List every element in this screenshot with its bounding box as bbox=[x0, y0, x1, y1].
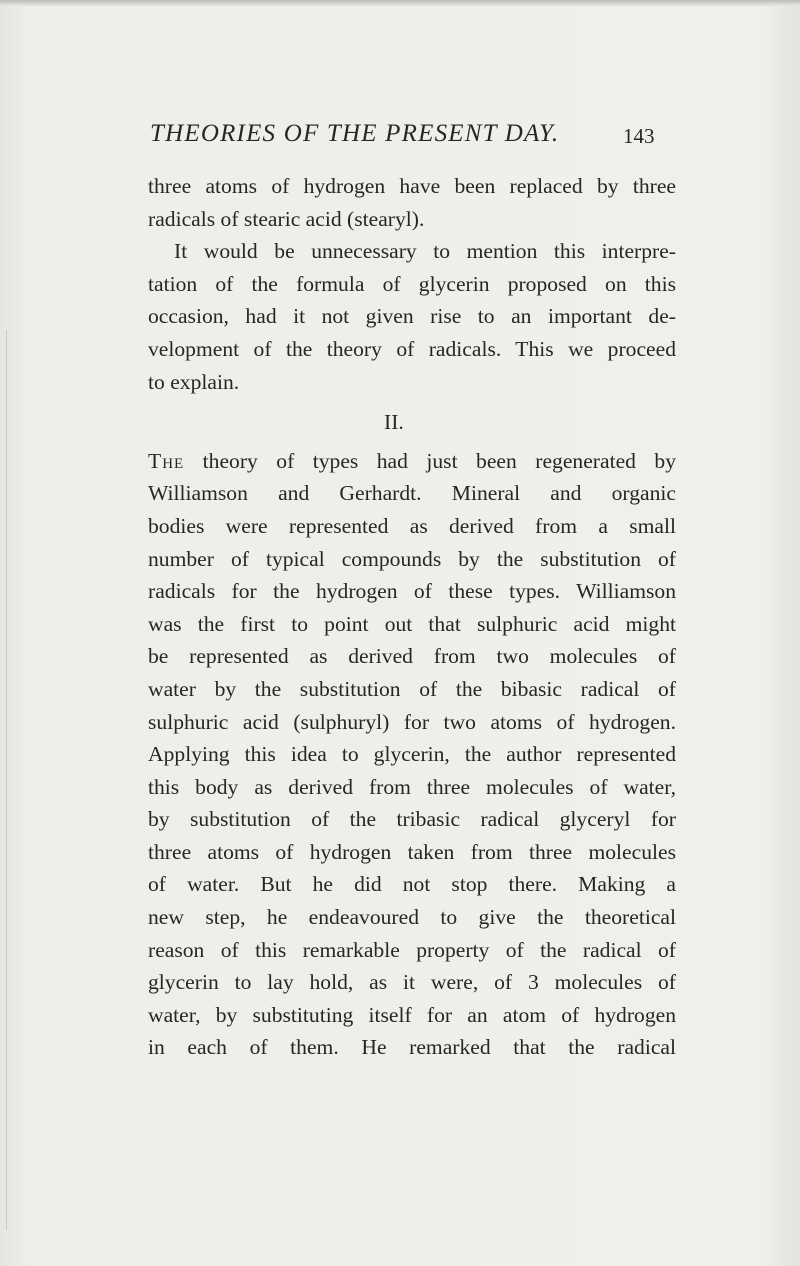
text-line: water by the substitution of the bibasic radical of bbox=[148, 676, 676, 701]
text-line: It would be unnecessary to mention this interpre- bbox=[174, 239, 676, 264]
text-line: Applying this idea to glycerin, the author represented bbox=[148, 742, 676, 767]
text-line: number of typical compounds by the substitution of bbox=[148, 546, 676, 571]
text-line: three atoms of hydrogen have been replaced by three bbox=[148, 174, 676, 198]
body-text bbox=[148, 170, 676, 1064]
first-word: The bbox=[148, 448, 185, 473]
page-left-edge bbox=[6, 330, 7, 1230]
text-line: glycerin to lay hold, as it were, of 3 molecules of bbox=[148, 970, 676, 995]
page-header bbox=[0, 120, 800, 154]
text-line: occasion, had it not given rise to an important de- bbox=[148, 304, 676, 329]
text-line: this body as derived from three molecules of water, bbox=[148, 774, 676, 799]
text-line: new step, he endeavoured to give the theoretical bbox=[148, 905, 676, 930]
text-line: three atoms of hydrogen taken from three molecules bbox=[148, 839, 676, 864]
text-line: was the first to point out that sulphuric acid might bbox=[148, 611, 676, 636]
text-line: reason of this remarkable property of the radical of bbox=[148, 937, 676, 962]
running-title: THEORIES OF THE PRESENT DAY. bbox=[150, 120, 560, 147]
text-line: bodies were represented as derived from a small bbox=[148, 513, 676, 538]
text-line bbox=[148, 445, 676, 478]
section-heading: II. bbox=[384, 410, 404, 435]
text-line: to explain. bbox=[148, 369, 240, 394]
text-line: radicals for the hydrogen of these types. Williamson bbox=[148, 579, 676, 604]
text-line: radicals of stearic acid (stearyl). bbox=[148, 206, 425, 231]
text-line: tation of the formula of glycerin proposed on this bbox=[148, 271, 676, 296]
text-line: water, by substituting itself for an atom of hydrogen bbox=[148, 1002, 676, 1027]
text-line: Williamson and Gerhardt. Mineral and organic bbox=[148, 481, 676, 506]
text-line: velopment of the theory of radicals. This we proceed bbox=[148, 336, 676, 361]
text-line: by substitution of the tribasic radical glyceryl for bbox=[148, 807, 676, 832]
first-line-rest: theory of types had just been regenerated by bbox=[202, 448, 677, 473]
page-top-edge bbox=[0, 0, 800, 6]
text-line: sulphuric acid (sulphuryl) for two atoms of hydrogen. bbox=[148, 709, 676, 734]
text-line: of water. But he did not stop there. Making a bbox=[148, 872, 676, 897]
page-number: 143 bbox=[623, 124, 655, 148]
text-line: in each of them. He remarked that the radical bbox=[148, 1035, 676, 1060]
text-line: be represented as derived from two molecules of bbox=[148, 644, 676, 669]
